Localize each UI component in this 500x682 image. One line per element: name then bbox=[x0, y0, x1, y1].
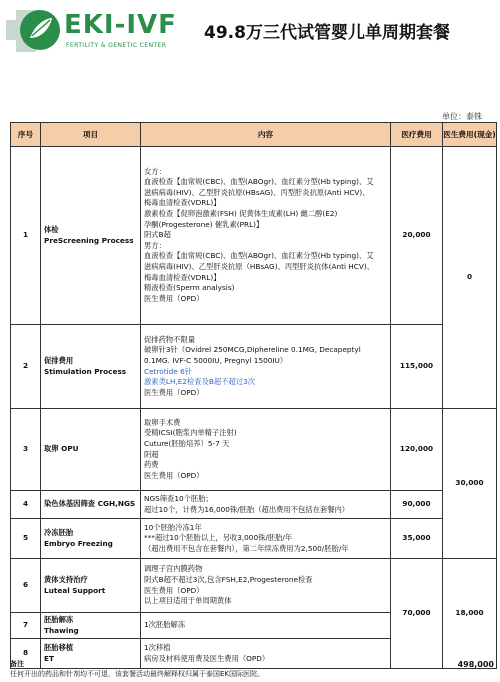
header-content: 内容 bbox=[141, 123, 391, 147]
content-line: 滋病病毒(HIV)、乙型肝炎抗原(HBsAG)、丙型肝炎抗原(Anti HCV)、 bbox=[144, 187, 370, 197]
content-line: Cuture(胚胎培养）5-7 天 bbox=[144, 438, 230, 448]
content-cell bbox=[141, 519, 391, 559]
item-name-en: Embryo Freezing bbox=[44, 538, 113, 548]
item-name-cn: 冷冻胚胎 bbox=[44, 527, 74, 537]
item-name-cn: 染色体基因筛查 CGH,NGS bbox=[44, 499, 136, 509]
content-line: 孕酮(Progesterone) 催乳素(PRL)】 bbox=[144, 219, 264, 229]
item-name-cn: 胚胎解冻 bbox=[44, 614, 74, 624]
header bbox=[0, 0, 500, 62]
content-cell bbox=[141, 613, 391, 639]
item-name-cn: 取卵 OPU bbox=[44, 444, 79, 454]
item-name-cn: 黄体支持治疗 bbox=[44, 574, 88, 584]
item-cell bbox=[41, 409, 141, 491]
content-line: 1次移植 bbox=[144, 642, 171, 652]
logo-subtitle: FERTILITY & GENETIC CENTER bbox=[66, 42, 167, 49]
table-row bbox=[11, 325, 497, 409]
content-line: 血液检查【血常规(CBC)、血型(ABOgr)、血红素分型(Hb typing)、艾 bbox=[144, 177, 374, 187]
package-table bbox=[10, 122, 497, 669]
content-line: 激素类LH,E2检查及B超不超过3次 bbox=[144, 377, 256, 387]
item-name-en: PreScreening Process bbox=[44, 235, 134, 245]
footer-note bbox=[10, 659, 496, 679]
table-row bbox=[11, 559, 497, 613]
item-cell bbox=[41, 147, 141, 325]
item-name-cn: 体检 bbox=[44, 224, 59, 234]
header-doctor-fee: 医生费用(现金) bbox=[443, 123, 497, 147]
table-row bbox=[11, 409, 497, 491]
content-line: 男方： bbox=[144, 240, 166, 250]
content-line: 调理子宫内膜药物 bbox=[144, 564, 203, 574]
item-name-en: Thawing bbox=[44, 625, 79, 635]
content-cell bbox=[141, 559, 391, 613]
row-number: 8 bbox=[11, 639, 41, 669]
content-line: NGS筛查10个胚胎； bbox=[144, 493, 213, 503]
content-line: 医生费用（OPD） bbox=[144, 585, 204, 595]
content-line: 阴式B超不超过3次,包含FSH,E2,Progesterone检查 bbox=[144, 574, 313, 584]
table-row bbox=[11, 147, 497, 325]
content-line: 药费 bbox=[144, 460, 159, 470]
content-line: （超出费用不包含在套餐内），第二年续冻费用为2,500/胚胎/年 bbox=[144, 543, 349, 553]
footer-label: 备注 bbox=[10, 660, 24, 668]
item-cell bbox=[41, 519, 141, 559]
content-line: 破卵针3针（Ovidrel 250MCG,Diphereline 0.1MG, Decapeptyl bbox=[144, 345, 361, 355]
content-line: 1次胚胎解冻 bbox=[144, 620, 186, 630]
content-line: 血液检查【血常规(CBC)、血型(ABOgr)、血红素分型(Hb typing)、艾 bbox=[144, 251, 374, 261]
item-name-en: Stimulation Process bbox=[44, 366, 127, 376]
content-line: 取卵手术费 bbox=[144, 417, 181, 427]
content-line: 梅毒血清检查(VDRL)】 bbox=[144, 272, 221, 282]
doctor-fee: 18,000 bbox=[443, 559, 497, 669]
content-line: 医生费用（OPD） bbox=[144, 387, 204, 397]
doctor-fee: 0 bbox=[443, 147, 497, 409]
row-number: 7 bbox=[11, 613, 41, 639]
item-cell bbox=[41, 559, 141, 613]
medical-fee: 115,000 bbox=[391, 325, 443, 409]
item-cell bbox=[41, 613, 141, 639]
content-line: 促排药物不限量 bbox=[144, 334, 196, 344]
item-name-en: ET bbox=[44, 653, 54, 663]
medical-fee: 120,000 bbox=[391, 409, 443, 491]
row-number: 4 bbox=[11, 491, 41, 519]
content-line: 病房及材料使用费及医生费用（OPD） bbox=[144, 653, 270, 663]
table-row bbox=[11, 491, 497, 519]
content-line: 10个胚胎冷冻1年 bbox=[144, 522, 202, 532]
content-line: 超过10个，计费为16,000铢/胚胎（超出费用不包括在套餐内） bbox=[144, 504, 350, 514]
row-number: 3 bbox=[11, 409, 41, 491]
header-medical-fee: 医疗费用 bbox=[391, 123, 443, 147]
total-amount: 498,000 bbox=[457, 660, 494, 669]
content-line: 激素检查【促卵泡激素(FSH) 促黄体生成素(LH) 雌二醇(E2) bbox=[144, 209, 338, 219]
content-line: 受精ICSI(胞浆内单精子注射) bbox=[144, 428, 237, 438]
content-line: 医生费用（OPD） bbox=[144, 470, 204, 480]
logo-text: EKI-IVF bbox=[64, 10, 177, 40]
content-line: 医生费用（OPD） bbox=[144, 293, 204, 303]
doctor-fee: 30,000 bbox=[443, 409, 497, 559]
content-cell bbox=[141, 491, 391, 519]
header-item: 项目 bbox=[41, 123, 141, 147]
table-header-row bbox=[11, 123, 497, 147]
item-cell bbox=[41, 325, 141, 409]
row-number: 1 bbox=[11, 147, 41, 325]
content-line: 滋病病毒(HIV)、乙型肝炎抗原（HBsAG)、丙型肝炎抗体(Anti HCV)、 bbox=[144, 261, 375, 271]
medical-fee: 70,000 bbox=[391, 559, 443, 669]
content-line: 阴式B超 bbox=[144, 230, 171, 240]
eki-logo-icon bbox=[6, 4, 60, 58]
content-cell bbox=[141, 325, 391, 409]
content-line: 0.1MG. IVF-C 5000IU, Pregnyl 1500IU） bbox=[144, 355, 288, 365]
content-line: 以上项目适用于单周期黄体 bbox=[144, 596, 232, 606]
content-line: 精液检查(Sperm analysis) bbox=[144, 283, 235, 293]
row-number: 2 bbox=[11, 325, 41, 409]
row-number: 6 bbox=[11, 559, 41, 613]
content-line: Cetrotide 6针 bbox=[144, 366, 193, 376]
item-name-cn: 促排费用 bbox=[44, 355, 74, 365]
unit-label: 单位：泰铢 bbox=[442, 112, 482, 121]
content-line: 梅毒血清检查(VDRL)】 bbox=[144, 198, 221, 208]
row-number: 5 bbox=[11, 519, 41, 559]
item-name-cn: 胚胎移植 bbox=[44, 642, 74, 652]
content-line: 阴超 bbox=[144, 449, 159, 459]
content-line: 女方： bbox=[144, 166, 166, 176]
footer-text: 任何开出的药品和针剂均不可退，该套餐活动最终解释权归属于泰国EK国际医院。 bbox=[10, 670, 265, 678]
medical-fee: 20,000 bbox=[391, 147, 443, 325]
medical-fee: 35,000 bbox=[391, 519, 443, 559]
header-num: 序号 bbox=[11, 123, 41, 147]
page-title: 49.8万三代试管婴儿单周期套餐 bbox=[204, 23, 450, 43]
medical-fee: 90,000 bbox=[391, 491, 443, 519]
item-name-en: Luteal Support bbox=[44, 585, 106, 595]
content-cell bbox=[141, 147, 391, 325]
item-cell bbox=[41, 491, 141, 519]
content-line: ***超过10个胚胎以上，另收3,000铢/胚胎/年 bbox=[144, 533, 293, 543]
content-cell bbox=[141, 409, 391, 491]
table-row bbox=[11, 519, 497, 559]
